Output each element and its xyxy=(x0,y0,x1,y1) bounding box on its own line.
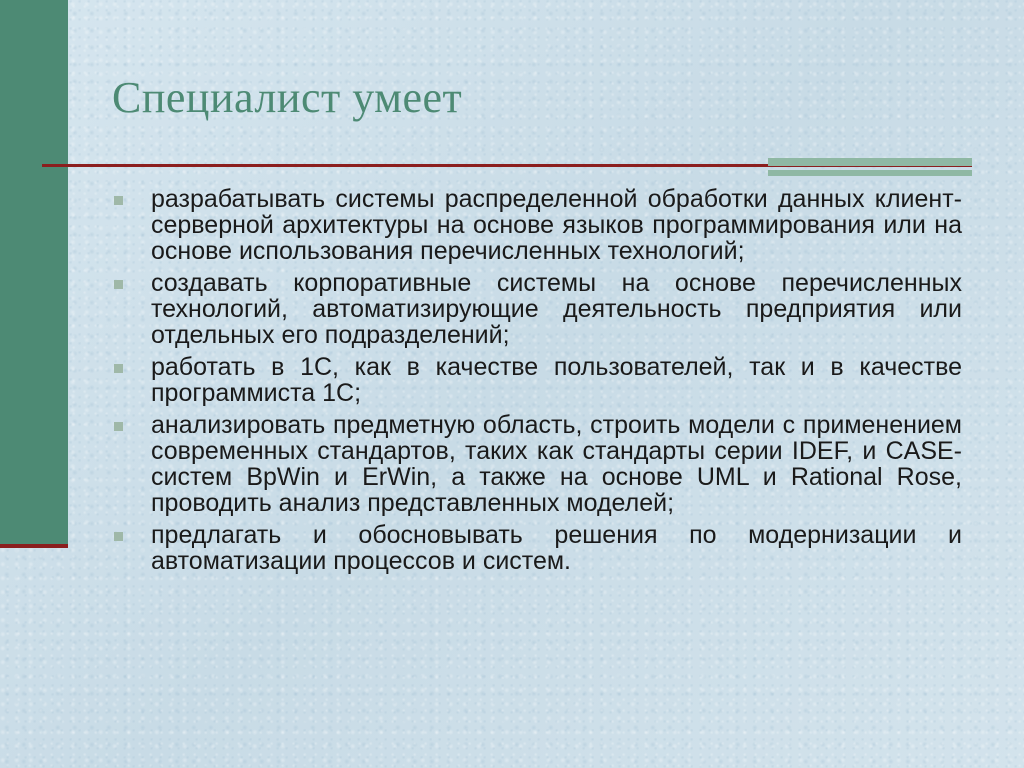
title-accent-bar-lower xyxy=(768,170,972,176)
bullet-list xyxy=(112,186,962,580)
left-band-divider xyxy=(0,544,68,548)
bullet-text: создавать корпоративные системы на основе перечисленных технологий, автоматизирующие деятельность предприятия или отдельных его подразделений; xyxy=(151,269,962,349)
list-item xyxy=(112,270,962,348)
bullet-text: работать в 1С, как в качестве пользователей, так и в качестве программиста 1С; xyxy=(151,353,962,407)
list-item xyxy=(112,522,962,574)
list-item xyxy=(112,412,962,516)
list-item xyxy=(112,354,962,406)
list-item xyxy=(112,186,962,264)
left-decorative-band xyxy=(0,0,68,546)
square-bullet-icon xyxy=(114,364,123,373)
square-bullet-icon xyxy=(114,422,123,431)
square-bullet-icon xyxy=(114,196,123,205)
bullet-text: анализировать предметную область, строить модели с применением современных стандартов, таких как стандарты серии IDEF, и CASE-систем BpWin и ErWin, а также на основе UML и Rational Rose, проводить анализ представленных моделей; xyxy=(151,411,962,517)
bullet-text: предлагать и обосновывать решения по модернизации и автоматизации процессов и систем. xyxy=(151,521,962,575)
title-accent-bar xyxy=(768,158,972,166)
slide-title: Специалист умеет xyxy=(112,73,463,122)
square-bullet-icon xyxy=(114,280,123,289)
bullet-text: разрабатывать системы распределенной обработки данных клиент-серверной архитектуры на основе языков программирования или на основе использования перечисленных технологий; xyxy=(151,185,962,265)
square-bullet-icon xyxy=(114,532,123,541)
